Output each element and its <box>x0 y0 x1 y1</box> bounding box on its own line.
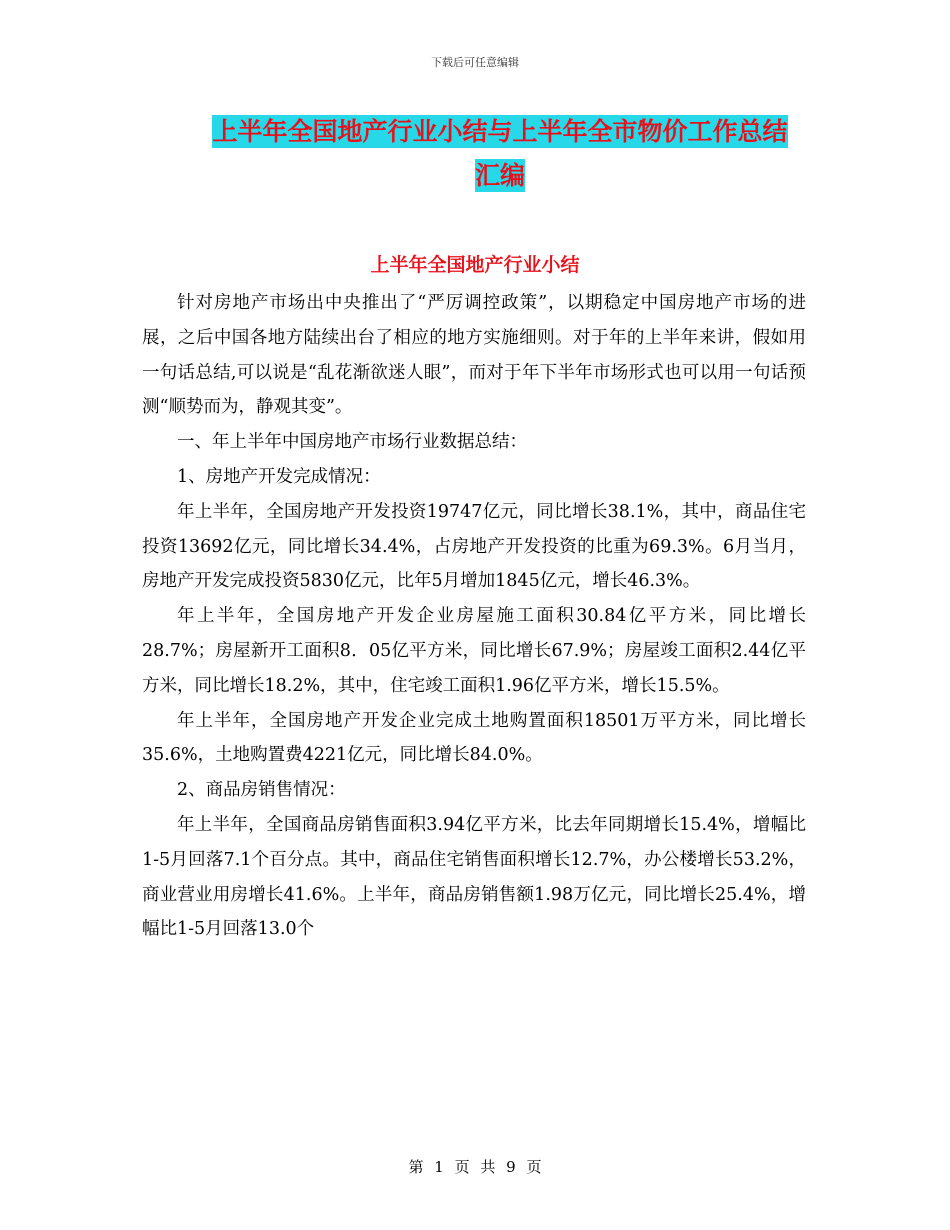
paragraph: 年上半年，全国房地产开发投资19747亿元，同比增长38.1%，其中，商品住宅投资13692亿元，同比增长34.4%，占房地产开发投资的比重为69.3%。6月当月，房地产开发完成投资5830亿元，比年5月增加1845亿元，增长46.3%。 <box>142 501 806 592</box>
page-header: 下载后可任意编辑 <box>431 56 519 69</box>
paragraph: 1、房地产开发完成情况： <box>177 466 381 487</box>
paragraph: 年上半年，全国房地产开发企业房屋施工面积30.84亿平方米，同比增长28.7%；房屋新开工面积8．05亿平方米，同比增长67.9%；房屋竣工面积2.44亿平方米，同比增长18.2%，其中，住宅竣工面积1.96亿平方米，增长15.5%。 <box>142 606 806 696</box>
paragraph: 年上半年，全国房地产开发企业完成土地购置面积18501万平方米，同比增长35.6%，土地购置费4221亿元，同比增长84.0%。 <box>142 710 806 766</box>
document-title-line-2: 汇编 <box>474 161 525 190</box>
section-title: 上半年全国地产行业小结 <box>370 254 580 276</box>
paragraph: 针对房地产市场出中央推出了“严厉调控政策”，以期稳定中国房地产市场的进展，之后中国各地方陆续出台了相应的地方实施细则。对于年的上半年来讲，假如用一句话总结,可以说是“乱花渐欲迷人眼”，而对于年下半年市场形式也可以用一句话预测“顺势而为，静观其变”。 <box>142 293 806 418</box>
paragraph: 一、年上半年中国房地产市场行业数据总结： <box>177 432 527 453</box>
paragraph: 2、商品房销售情况： <box>177 780 346 801</box>
document-title-line-1: 上半年全国地产行业小结与上半年全市物价工作总结 <box>212 117 788 146</box>
paragraph: 年上半年，全国商品房销售面积3.94亿平方米，比去年同期增长15.4%，增幅比1-5月回落7.1个百分点。其中，商品住宅销售面积增长12.7%，办公楼增长53.2%，商业营业用房增长41.6%。上半年，商品房销售额1.98万亿元，同比增长25.4%，增幅比1-5月回落13.0个 <box>142 814 806 940</box>
document-body <box>142 286 806 947</box>
page-footer: 第 1 页 共 9 页 <box>408 1158 542 1176</box>
